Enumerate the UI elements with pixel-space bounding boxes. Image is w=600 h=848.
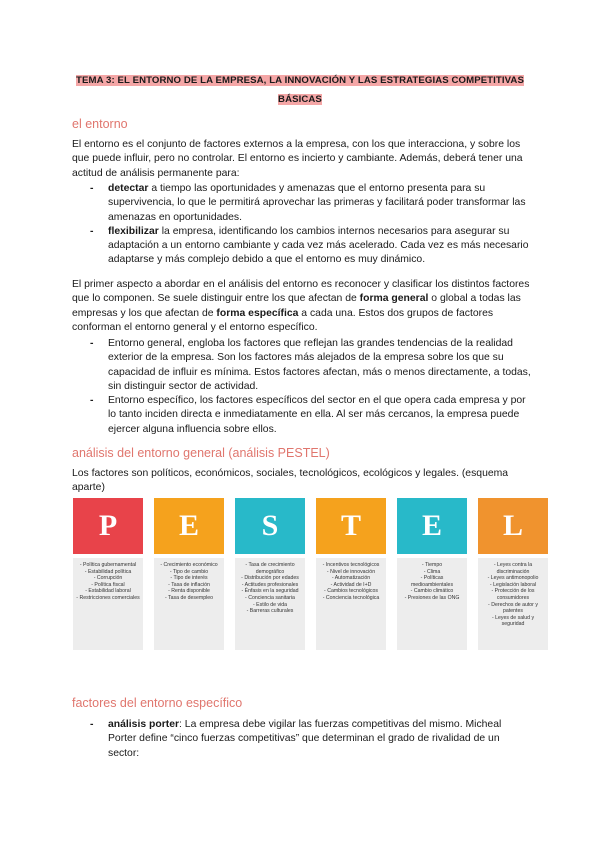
- pestel-letter-block: [73, 498, 143, 554]
- bullet-text: a tiempo las oportunidades y amenazas que el entorno presenta para su supervivencia, lo que le permitirá aprovechar las primeras y facilitará poder transformar las amenazas en oportunidades.: [108, 183, 526, 223]
- pestel-factor: - Estilo de vida: [252, 601, 288, 608]
- section-heading-pestel: análisis del entorno general (análisis PESTEL): [72, 446, 330, 460]
- pestel-factor: - Conciencia sanitaria: [245, 594, 295, 601]
- bullet-text: Entorno específico, los factores específicos del sector en el que opera cada empresa y por lo tanto inciden directa e inmediatamente en ella. Al ser más cercanos, la empresa puede ejercer alguna influencia sobre ellos.: [108, 395, 526, 435]
- pestel-factor-box: [316, 558, 386, 650]
- pestel-column-e2: [397, 498, 467, 648]
- pestel-factor: - Incentivos tecnológicos: [322, 562, 380, 568]
- pestel-factor: - Tiempo: [421, 562, 443, 568]
- pestel-letter: E: [421, 509, 442, 542]
- bullet-dash: -: [90, 225, 94, 237]
- bullet-dash: -: [90, 183, 94, 194]
- section-heading-entorno: el entorno: [72, 117, 128, 131]
- pestel-factor: - Clima: [423, 568, 441, 575]
- paragraph-clasificacion: [72, 278, 532, 335]
- paragraph-text: o global a todas las empresas y los que afectan de: [72, 293, 521, 319]
- section-heading-especifico: factores del entorno específico: [72, 696, 243, 710]
- pestel-factor: - Presiones de las ONG: [404, 594, 460, 601]
- pestel-factor-box: [478, 558, 548, 650]
- bullet-dash: -: [90, 338, 94, 349]
- paragraph-text: a cada una. Estos dos grupos de factores conforman el entorno general y el entorno específico.: [72, 307, 494, 333]
- pestel-letter: E: [178, 509, 199, 542]
- title-block: [70, 70, 530, 108]
- bullet-text: la empresa, identificando los cambios internos necesarios para asegurar su adaptación a un entorno cambiante y cada vez más acelerado. Cada vez es más necesario adaptarse y más complejo debido a que el entorno es muy dinámico.: [108, 225, 529, 266]
- pestel-factor: - Derechos de autor y patentes: [488, 601, 538, 615]
- pestel-factor: - Protección de los consumidores: [491, 588, 535, 601]
- bold-term: forma general: [359, 293, 429, 305]
- list-item: [72, 394, 532, 437]
- pestel-factor: - Leyes contra la discriminación: [493, 562, 533, 575]
- bullet-list-porter: [72, 718, 532, 761]
- pestel-factor: - Renta disponible: [168, 588, 210, 595]
- pestel-column-e: [154, 498, 224, 648]
- bullet-dash: -: [90, 395, 94, 407]
- pestel-column-p: [73, 498, 143, 648]
- bullet-list-actitud: [72, 182, 532, 268]
- pestel-factor-box: [73, 558, 143, 650]
- pestel-factor: - Corrupción: [93, 575, 123, 582]
- pestel-factor: - Barreras culturales: [246, 608, 294, 615]
- pestel-factor: - Leyes de salud y seguridad: [491, 614, 535, 628]
- pestel-letter: P: [98, 509, 118, 542]
- list-item: [72, 225, 532, 268]
- pestel-letter-block: [397, 498, 467, 554]
- pestel-letter-block: [478, 498, 548, 554]
- bullet-bold-term: análisis porter: [108, 719, 180, 730]
- bullet-bold-term: flexibilizar: [108, 225, 159, 237]
- pestel-factor: - Política gubernamental: [79, 562, 137, 568]
- list-item: [72, 337, 532, 394]
- pestel-factor: - Tipo de interés: [170, 575, 208, 582]
- pestel-letter: L: [502, 509, 523, 542]
- list-item: [72, 718, 532, 761]
- list-item: [72, 182, 532, 225]
- pestel-factor: - Legislación laboral: [489, 581, 537, 588]
- pestel-factor: - Estabilidad laboral: [85, 588, 131, 595]
- paragraph-intro: El entorno es el conjunto de factores externos a la empresa, con los que interacciona, y sobre los que puede influir, pero no controlar. El entorno es incierto y cambiante. Además, deberá tener una actitud de análisis permanente para:: [72, 139, 523, 179]
- pestel-factor: - Automatización: [331, 575, 371, 582]
- bullet-list-entornos: [72, 337, 532, 437]
- pestel-letter-block: [316, 498, 386, 554]
- pestel-factor: - Cambio climático: [410, 588, 454, 595]
- pestel-factor: - Distribución por edades: [241, 575, 299, 582]
- pestel-letter-block: [154, 498, 224, 554]
- pestel-factor: - Estabilidad política: [84, 568, 132, 575]
- pestel-factor-box: [397, 558, 467, 650]
- pestel-factor: - Cambios tecnológicos: [324, 588, 378, 595]
- pestel-factor: - Actividad de I+D: [330, 581, 372, 588]
- pestel-letter: T: [340, 509, 361, 542]
- pestel-factor: - Tasa de inflación: [168, 581, 210, 588]
- bold-term: forma específica: [216, 307, 299, 319]
- pestel-letter-block: [235, 498, 305, 554]
- pestel-factor-box: [154, 558, 224, 650]
- pestel-column-t: [316, 498, 386, 648]
- pestel-factor: - Tasa de desempleo: [164, 594, 214, 601]
- paragraph-pestel: Los factores son políticos, económicos, sociales, tecnológicos, ecológicos y legales. (esquema aparte): [72, 468, 509, 494]
- pestel-factor: - Restricciones comerciales: [76, 594, 140, 601]
- pestel-factor: - Énfasis en la seguridad: [241, 588, 299, 595]
- bullet-dash: -: [90, 719, 94, 730]
- bullet-text: : La empresa debe vigilar las fuerzas competitivas del mismo. Micheal Porter define “cinco fuerzas competitivas” que determinan el grado de rivalidad de un sector:: [108, 719, 502, 759]
- pestel-factor: - Conciencia tecnológica: [322, 594, 380, 601]
- bullet-bold-term: detectar: [108, 183, 149, 194]
- paragraph-text: El primer aspecto a abordar en el análisis del entorno es reconocer y clasificar los distintos factores que lo componen. Se suele distinguir entre los que afectan de: [72, 279, 530, 305]
- pestel-diagram: [73, 498, 549, 648]
- bullet-text: Entorno general, engloba los factores que reflejan las grandes tendencias de la realidad exterior de la empresa. Son los factores más alejados de la empresa sobre los que su capacidad de influir es mínima. Estos factores afectan, más o menos directamente, a todas, sin distinguir sector de actividad.: [108, 338, 531, 392]
- pestel-factor: - Política fiscal: [91, 581, 125, 588]
- pestel-column-l: [478, 498, 548, 648]
- pestel-factor: - Nivel de innovación: [326, 568, 376, 575]
- pestel-factor-box: [235, 558, 305, 650]
- pestel-factor: - Crecimiento económico: [160, 562, 218, 568]
- pestel-factor: - Tipo de cambio: [169, 568, 209, 575]
- document-title: TEMA 3: EL ENTORNO DE LA EMPRESA, LA INNOVACIÓN Y LAS ESTRATEGIAS COMPETITIVAS BÁSICAS: [76, 75, 524, 105]
- pestel-factor: - Tasa de crecimiento demográfico: [245, 562, 295, 575]
- pestel-column-s: [235, 498, 305, 648]
- pestel-factor: - Políticas medioambientales: [410, 575, 454, 588]
- pestel-factor: - Leyes antimonopolio: [487, 575, 539, 582]
- pestel-letter: S: [261, 509, 279, 542]
- pestel-factor: - Actitudes profesionales: [241, 581, 299, 588]
